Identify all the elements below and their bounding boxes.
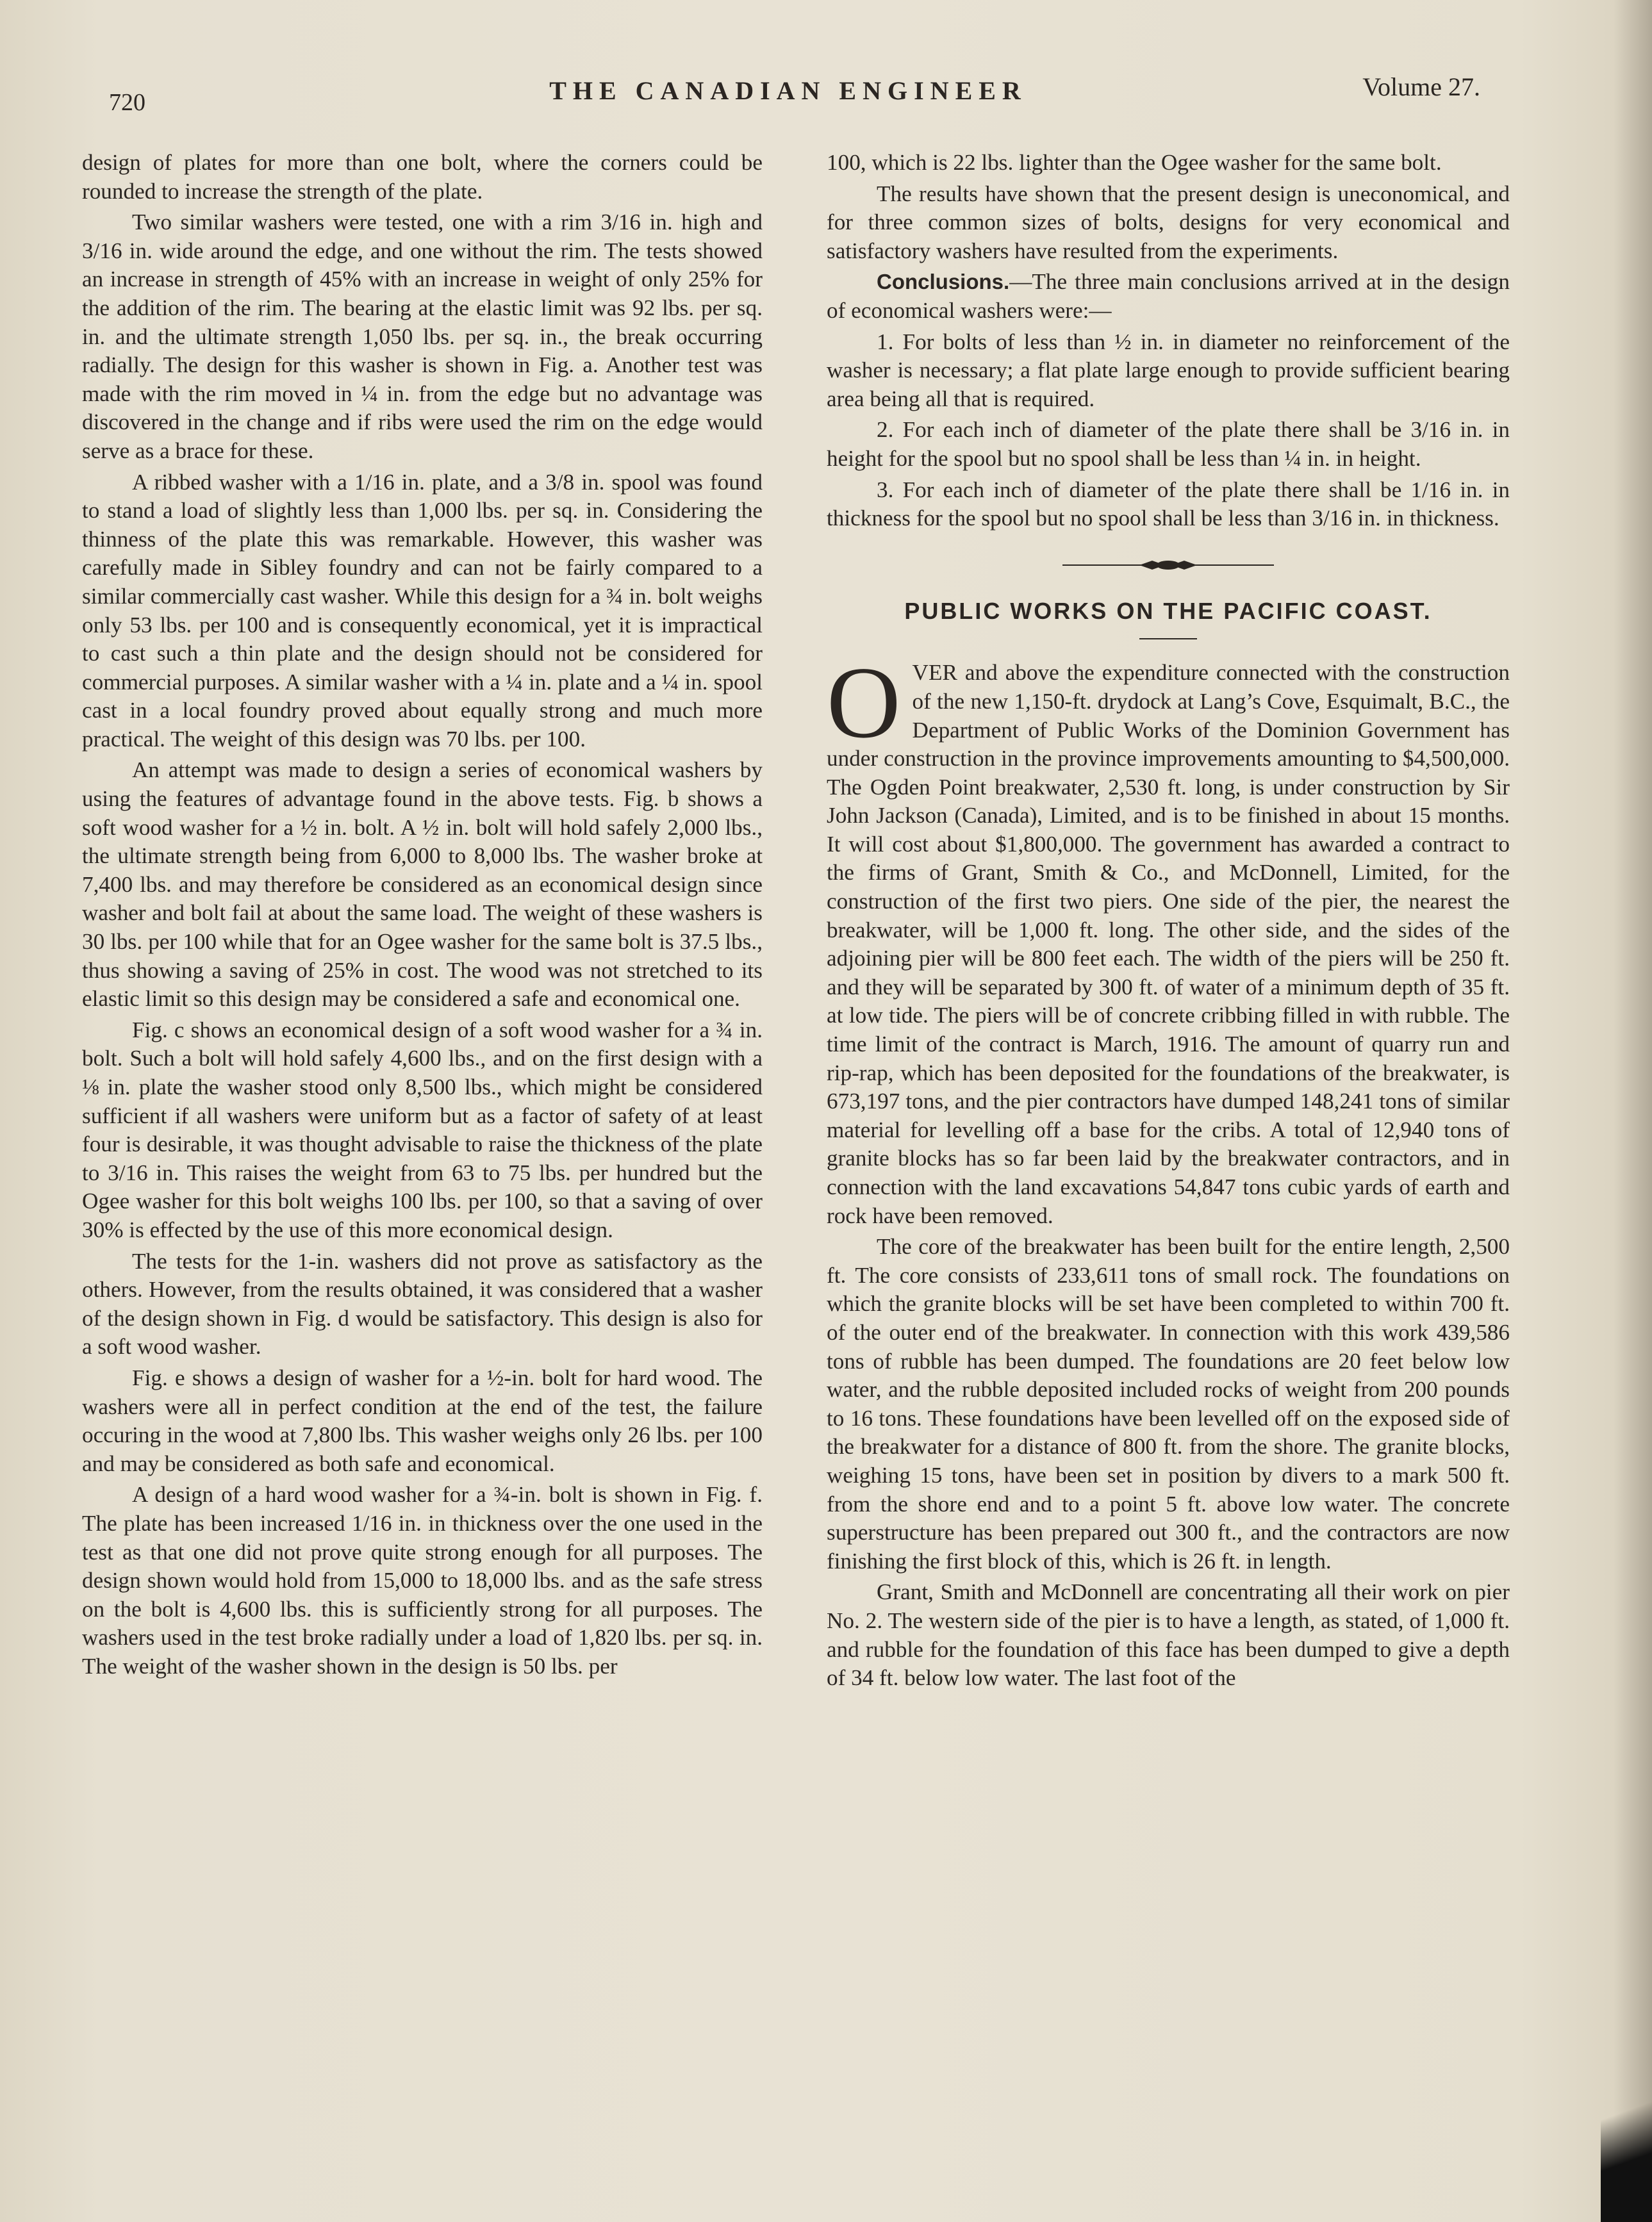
paragraph: A ribbed washer with a 1/16 in. plate, and a 3/8 in. spool was found to stand a load of slightly less than 1,000 lbs. per sq. in. Considering the thinness of the plate this was remarkable. However, this washer was carefully made in Sibley foundry and can not be fairly compared to a similar commercially cast washer. While this design for a ¾ in. bolt weighs only 53 lbs. per 100 and is consequently economical, yet it is impractical to cast such a thin plate and the design should not be considered for commercial purposes. A similar washer with a ¼ in. plate and a ¼ in. spool cast in a local foundry proved about equally strong and much more practical. The weight of this design was 70 lbs. per 100. [82, 469, 763, 752]
conclusions-heading: Conclusions. [877, 270, 1010, 294]
conclusion-item: 1. For bolts of less than ½ in. in diameter no reinforcement of the washer is necessary; a flat plate large enough to provide sufficient bearing area being all that is required. [827, 329, 1510, 411]
paragraph: Grant, Smith and McDonnell are concentrating all their work on pier No. 2. The western side of the pier is to have a length, as stated, of 1,000 ft. and rubble for the foundation of this face has been dumped to give a depth of 34 ft. below low water. The last foot of the [827, 1579, 1510, 1691]
paragraph: Two similar washers were tested, one with a rim 3/16 in. high and 3/16 in. wide around the edge, and one without the rim. The tests showed an increase in strength of 45% with an increase in weight of only 25% for the addition of the rim. The bearing at the elastic limit was 92 lbs. per sq. in. and the ultimate strength 1,050 lbs. per sq. in., the break occurring radially. The design for this washer is shown in Fig. a. Another test was made with the rim moved in ¼ in. from the edge but no advantage was discovered in the change and if ribs were used the rim on the edge would serve as a brace for these. [82, 210, 763, 463]
paragraph: 100, which is 22 lbs. lighter than the Ogee washer for the same bolt. [827, 150, 1442, 175]
conclusion-item: 2. For each inch of diameter of the plate there shall be 3/16 in. in height for the spool but no spool shall be less than ¼ in. in height. [827, 417, 1510, 471]
article-title: PUBLIC WORKS ON THE PACIFIC COAST. [904, 597, 1432, 624]
page-header [96, 69, 1480, 116]
conclusions-paragraph [827, 268, 1510, 325]
paragraph: Fig. e shows a design of washer for a ½-in. bolt for hard wood. The washers were all in perfect condition at the end of the test, the failure occuring in the wood at 7,800 lbs. This washer weighs only 26 lbs. per 100 and may be considered as both safe and economical. [82, 1365, 763, 1476]
paragraph: A design of a hard wood washer for a ¾-in. bolt is shown in Fig. f. The plate has been increased 1/16 in. in thickness over the one used in the test as that one did not prove quite strong enough for all purposes. The design shown would hold from 15,000 to 18,000 lbs. and as the safe stress on the bolt is 4,600 lbs. this is sufficiently strong for all purposes. The washers used in the test broke radially under a load of 1,820 lbs. per sq. in. The weight of the washer shown in the design is 50 lbs. per [82, 1482, 763, 1679]
title-rule [1139, 638, 1197, 639]
volume-label: Volume 27. [1362, 72, 1480, 101]
ornamental-separator [1062, 557, 1274, 573]
paragraph: An attempt was made to design a series of economical washers by using the features of advantage found in the above tests. Fig. b shows a soft wood washer for a ½ in. bolt. A ½ in. bolt will hold safely 2,000 lbs., the ultimate strength being from 6,000 to 8,000 lbs. The washer broke at 7,400 lbs. and may therefore be considered as an economical design since washer and bolt fail at about the same load. The weight of these washers is 30 lbs. per 100 while that for an Ogee washer for the same bolt is 37.5 lbs., thus showing a saving of 25% in cost. The wood was not stretched to its elastic limit so this design may be considered a safe and economical one. [82, 757, 763, 1012]
left-column [82, 149, 763, 1683]
paragraph: The tests for the 1-in. washers did not prove as satisfactory as the others. However, from the results obtained, it was considered that a washer of the design shown in Fig. d would be satisfactory. This design is also for a soft wood washer. [82, 1248, 763, 1360]
first-paragraph-text: VER and above the expenditure connected with the construction of the new 1,150-ft. drydock at Lang’s Cove, Esquimalt, B.C., the Department of Public Works of the Dominion Government has under construction in the province improvements amounting to $4,500,000. The Ogden Point breakwater, 2,530 ft. long, is under construction by Sir John Jackson (Canada), Limited, and is to be finished in about 15 months. It will cost about $1,800,000. The government has awarded a contract to the firms of Grant, Smith & Co., and McDonnell, Limited, for the construction of the first two piers. One side of the pier, the nearest the breakwater, will be 1,000 ft. long. The other side, and the sides of the adjoining pier will be 800 feet each. The width of the piers will be 250 ft. and they will be separated by 300 ft. of water of a minimum depth of 35 ft. at low tide. The piers will be of concrete cribbing filled in with rubble. The time limit of the contract is March, 1916. The amount of quarry run and rip-rap, which has been deposited for the foundations of the breakwater, is 673,197 tons, and the pier contractors have dumped 148,241 tons of similar material for levelling off a base for the cribs. A total of 12,940 tons of granite blocks has so far been laid by the breakwater contractors, and in connection with the land excavations 54,847 tons cubic yards of earth and rock have been removed. [827, 660, 1510, 1228]
conclusion-item: 3. For each inch of diameter of the plate there shall be 1/16 in. in thickness for the spool but no spool shall be less than 3/16 in. in thickness. [827, 477, 1510, 531]
right-column [827, 149, 1510, 1695]
paragraph: design of plates for more than one bolt, where the corners could be rounded to increase the strength of the plate. [82, 150, 763, 204]
page-corner-shadow [1601, 2068, 1652, 2222]
conclusions-text: —The three main conclusions arrived at in the design of economical washers were:— [827, 269, 1510, 323]
paragraph: The results have shown that the present design is uneconomical, and for three common sizes of bolts, designs for very economical and satisfactory washers have resulted from the experiments. [827, 181, 1510, 263]
drop-cap: O [827, 645, 901, 760]
paragraph: Fig. c shows an economical design of a soft wood washer for a ¾ in. bolt. Such a bolt will hold safely 4,600 lbs., and on the first design with a ⅛ in. plate the washer stood only 8,500 lbs., which might be considered sufficient if all washers were uniform but as a factor of safety of at least four is desirable, it was thought advisable to raise the thickness of the plate to 3/16 in. This raises the weight from 63 to 75 lbs. per hundred but the Ogee washer for this bolt weighs 100 lbs. per 100, so that a saving of over 30% is effected by the use of this more economical design. [82, 1017, 763, 1242]
page-number: 720 [109, 89, 145, 116]
paragraph: The core of the breakwater has been built for the entire length, 2,500 ft. The core consists of 233,611 tons of small rock. The foundations on which the granite blocks will be set have been completed to within 700 ft. of the outer end of the breakwater. In connection with this work 439,586 tons of rubble has been dumped. The foundations are 20 feet below low water, and the rubble deposited included rocks of weight from 200 pounds to 16 tons. These foundations have been levelled off on the exposed side of the breakwater for a distance of 800 ft. from the shore. The granite blocks, weighing 15 tons, have been set in position by divers to a mark 500 ft. from the shore end and to a point 5 ft. above low water. The concrete superstructure has been prepared out 300 ft., and the contractors are now finishing the first block of this, which is 26 ft. in length. [827, 1234, 1510, 1574]
article-first-paragraph [827, 645, 1510, 1230]
binding-shadow [1614, 0, 1652, 2222]
journal-title: THE CANADIAN ENGINEER [549, 76, 1027, 105]
